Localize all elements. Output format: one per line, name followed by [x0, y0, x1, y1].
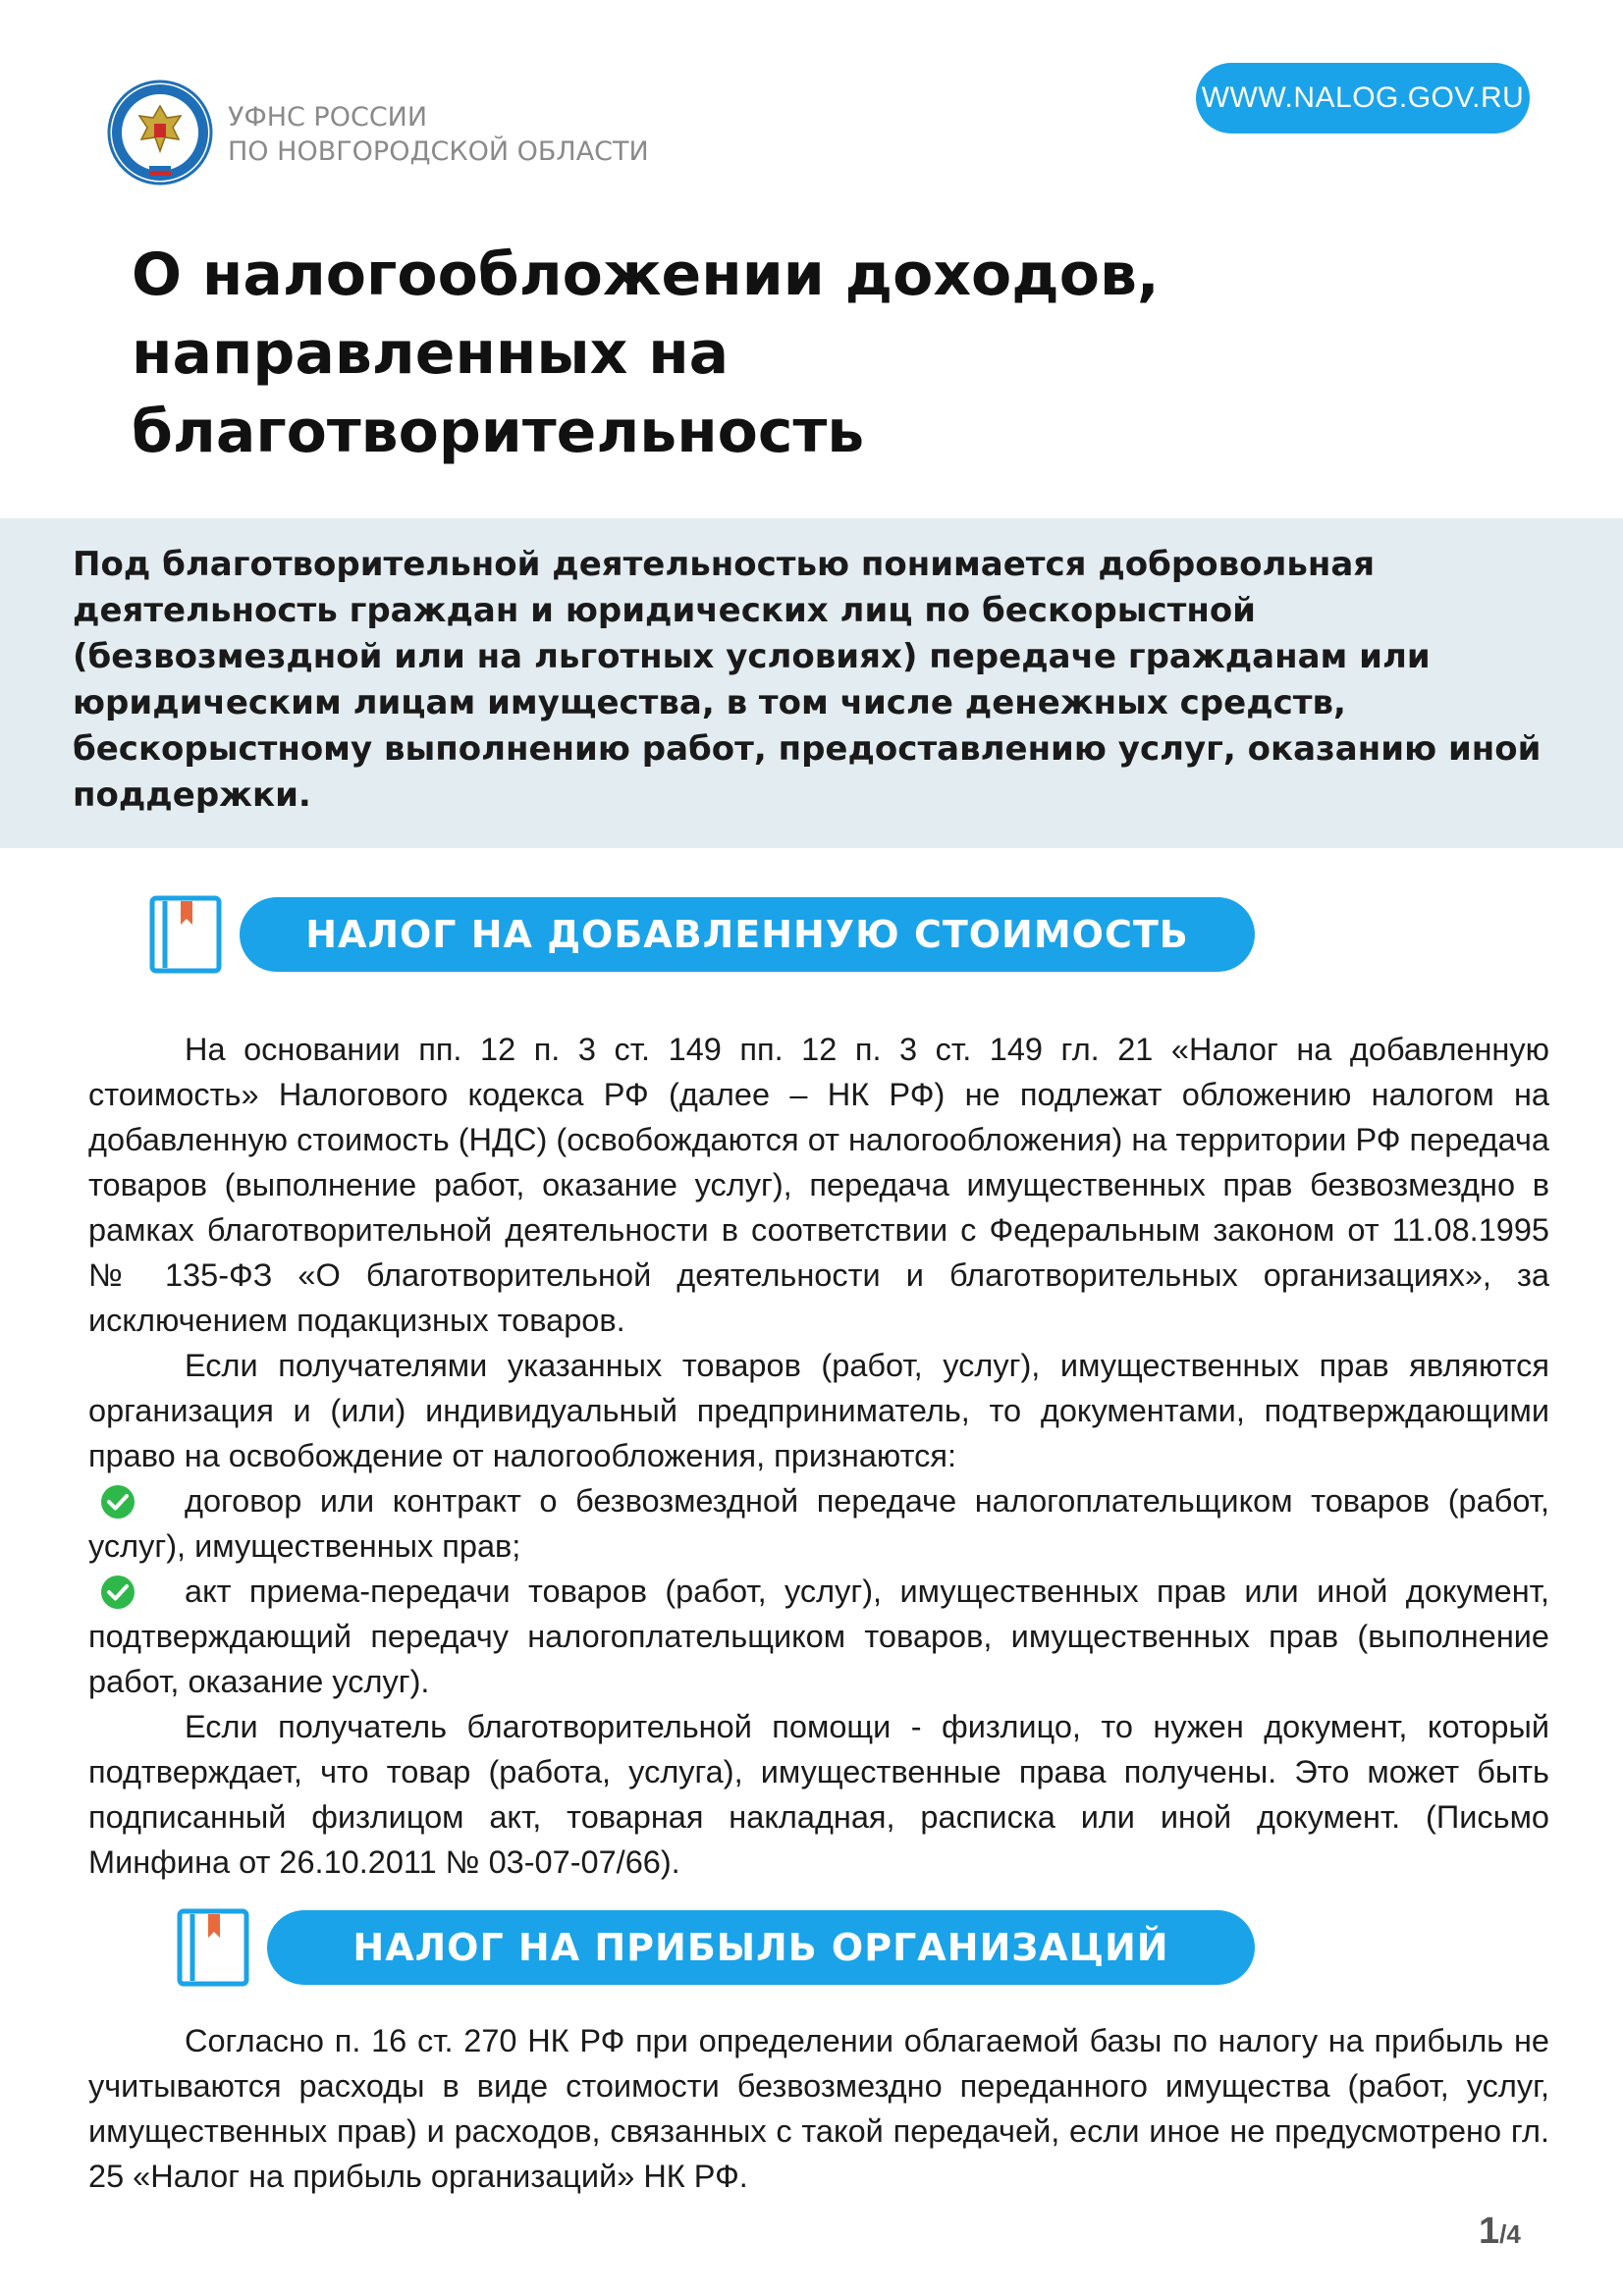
profit-paragraph-1: Согласно п. 16 ст. 270 НК РФ при определении облагаемой базы по налогу на прибыль не учитываются расходы в виде стоимости безвозмездно переданного имущества (работ, услуг, имущественных прав) и расходов, связанных с такой передачей, если иное не предусмотрено гл. 25 «Налог на прибыль организаций» НК РФ.	[88, 2023, 1549, 2194]
section-body-profit-tax	[88, 2018, 1549, 2199]
list-item-text: договор или контракт о безвозмездной передаче налогоплательщиком товаров (работ, услуг), имущественных прав;	[88, 1483, 1549, 1564]
website-link[interactable]: WWW.NALOG.GOV.RU	[1196, 63, 1530, 133]
fns-emblem-icon	[106, 79, 214, 187]
check-circle-icon	[100, 1575, 135, 1610]
page-current: 1	[1479, 2211, 1500, 2252]
book-icon	[149, 895, 222, 974]
title-line-1: О налогообложении доходов,	[132, 240, 1160, 309]
title-line-3: благотворительность	[132, 398, 865, 466]
book-icon	[177, 1908, 249, 1987]
page-number	[1479, 2211, 1521, 2253]
page-total: /4	[1499, 2219, 1521, 2249]
vat-paragraph-3: Если получатель благотворительной помощи - физлицо, то нужен документ, который подтверждает, что товар (работа, услуга), имущественные права получены. Это может быть подписанный физлицом акт, товарная накладная, расписка или иной документ. (Письмо Минфина от 26.10.2011 № 03-07-07/66).	[88, 1709, 1549, 1880]
vat-paragraph-1: На основании пп. 12 п. 3 ст. 149 пп. 12 п. 3 ст. 149 гл. 21 «Налог на добавленную стоимость» Налогового кодекса РФ (далее – НК РФ) не подлежат обложению налогом на добавленную стоимость (НДС) (освобождаются от налогообложения) на территории РФ передача товаров (выполнение работ, оказание услуг), передача имущественных прав безвозмездно в рамках благотворительной деятельности в соответствии с Федеральным законом от 11.08.1995 № 135-ФЗ «О благотворительной деятельности и благотворительных организациях», за исключением подакцизных товаров.	[88, 1032, 1549, 1338]
title-line-2: направленных на	[132, 319, 730, 388]
organization-name	[228, 100, 649, 169]
definition-band	[0, 518, 1623, 848]
page-title	[132, 236, 1408, 471]
definition-text: Под благотворительной деятельностью понимается добровольная деятельность граждан и юридических лиц по бескорыстной (безвозмездной или на льготных условиях) передаче гражданам или юридическим лицам имущества, в том числе денежных средств, бескорыстному выполнению работ, предоставлению услуг, оказанию иной поддержки.	[73, 545, 1542, 815]
list-item	[88, 1569, 1549, 1704]
list-item	[88, 1478, 1549, 1569]
section-heading-vat: НАЛОГ НА ДОБАВЛЕННУЮ СТОИМОСТЬ	[240, 897, 1255, 972]
section-body-vat	[88, 1027, 1549, 1885]
org-line-2: ПО НОВГОРОДСКОЙ ОБЛАСТИ	[228, 136, 649, 167]
section-heading-profit-tax: НАЛОГ НА ПРИБЫЛЬ ОРГАНИЗАЦИЙ	[267, 1910, 1255, 1985]
check-circle-icon	[100, 1484, 135, 1520]
page-header	[0, 0, 1623, 177]
org-line-1: УФНС РОССИИ	[228, 102, 428, 133]
vat-paragraph-2: Если получателями указанных товаров (работ, услуг), имущественных прав являются организация и (или) индивидуальный предприниматель, то документами, подтверждающими право на освобождение от налогообложения, признаются:	[88, 1348, 1549, 1473]
list-item-text: акт приема-передачи товаров (работ, услуг), имущественных прав или иной документ, подтверждающий передачу налогоплательщиком товаров, имущественных прав (выполнение работ, оказание услуг).	[88, 1574, 1549, 1699]
